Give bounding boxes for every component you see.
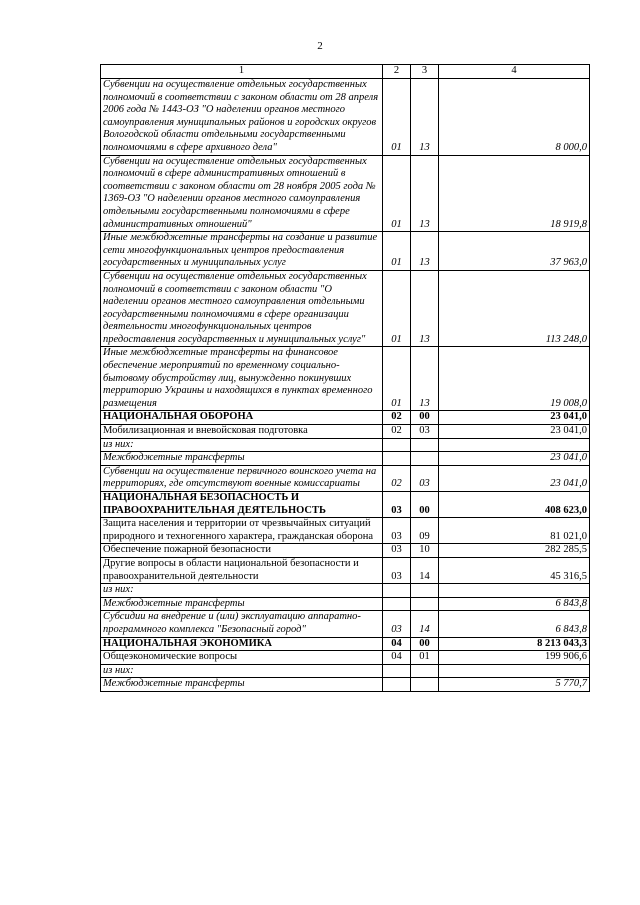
row-subsection-code: 01 [411, 651, 439, 665]
row-subsection-code: 09 [411, 518, 439, 544]
row-amount: 282 285,5 [439, 544, 590, 558]
table-row [101, 438, 590, 452]
row-amount: 113 248,0 [439, 270, 590, 347]
row-name-cell: Субвенции на осуществление отдельных государственных полномочий в сфере административных отношений в соответствии с законом области от 28 ноября 2005 года № 1369-ОЗ "О наделении органов местного самоуправления отдельными государственными полномочиями в сфере административных отношений" [101, 155, 383, 232]
row-name-cell: Обеспечение пожарной безопасности [101, 544, 383, 558]
budget-table [100, 64, 590, 692]
row-section-code: 04 [383, 637, 411, 651]
row-subsection-code: 00 [411, 411, 439, 425]
row-subsection-code: 03 [411, 425, 439, 439]
row-section-code: 02 [383, 411, 411, 425]
table-row [101, 637, 590, 651]
row-subsection-code [411, 678, 439, 692]
row-section-code [383, 584, 411, 598]
table-row [101, 465, 590, 491]
row-name-cell: Защита населения и территории от чрезвычайных ситуаций природного и техногенного характера, гражданская оборона [101, 518, 383, 544]
row-name-cell: НАЦИОНАЛЬНАЯ ЭКОНОМИКА [101, 637, 383, 651]
row-subsection-code: 00 [411, 492, 439, 518]
row-amount: 8 213 043,3 [439, 637, 590, 651]
row-name-cell: Иные межбюджетные трансферты на создание и развитие сети многофункциональных центров предоставления государственных и муниципальных услуг [101, 232, 383, 271]
row-amount: 6 843,8 [439, 611, 590, 637]
row-amount: 6 843,8 [439, 597, 590, 611]
row-section-code [383, 664, 411, 678]
row-name-cell: Субвенции на осуществление отдельных государственных полномочий в соответствии с законом области "О наделении органов местного самоуправления отдельными государственными полномочиями в сфере организации деятельности многофункциональных центров предоставления государственных и муниципальных услуг" [101, 270, 383, 347]
row-section-code [383, 678, 411, 692]
row-amount: 45 316,5 [439, 557, 590, 583]
row-amount: 23 041,0 [439, 465, 590, 491]
row-amount: 408 623,0 [439, 492, 590, 518]
row-subsection-code: 13 [411, 270, 439, 347]
row-section-code: 03 [383, 492, 411, 518]
row-subsection-code: 13 [411, 347, 439, 411]
table-row [101, 611, 590, 637]
row-section-code: 03 [383, 557, 411, 583]
table-row [101, 155, 590, 232]
row-section-code: 01 [383, 270, 411, 347]
row-amount: 37 963,0 [439, 232, 590, 271]
row-amount: 23 041,0 [439, 411, 590, 425]
row-amount [439, 664, 590, 678]
row-name-cell: Субвенции на осуществление отдельных государственных полномочий в соответствии с законом области от 28 апреля 2006 года № 1443-ОЗ "О наделении органов местного самоуправления муниципальных районов и городских округов Вологодской области отдельными государственными полномочиями в сфере архивного дела" [101, 79, 383, 156]
row-amount: 23 041,0 [439, 452, 590, 466]
header-row [101, 65, 590, 79]
table-row [101, 557, 590, 583]
row-amount: 199 906,6 [439, 651, 590, 665]
table-row [101, 584, 590, 598]
row-section-code: 03 [383, 611, 411, 637]
row-subsection-code: 13 [411, 155, 439, 232]
row-section-code: 03 [383, 518, 411, 544]
table-row [101, 347, 590, 411]
row-name-cell: Иные межбюджетные трансферты на финансовое обеспечение мероприятий по временному социально-бытовому обустройству лиц, вынужденно покинувших территорию Украины и находящихся в пунктах временного размещения [101, 347, 383, 411]
row-name-cell: Общеэкономические вопросы [101, 651, 383, 665]
row-section-code [383, 452, 411, 466]
row-name-cell: Субвенции на осуществление первичного воинского учета на территориях, где отсутствуют военные комиссариаты [101, 465, 383, 491]
row-subsection-code [411, 452, 439, 466]
row-name-cell: Межбюджетные трансферты [101, 597, 383, 611]
table-row [101, 597, 590, 611]
table-row [101, 651, 590, 665]
table-row [101, 270, 590, 347]
row-name-cell: из них: [101, 664, 383, 678]
table-row [101, 518, 590, 544]
table-row [101, 544, 590, 558]
row-section-code: 02 [383, 465, 411, 491]
row-subsection-code [411, 438, 439, 452]
row-subsection-code [411, 584, 439, 598]
row-subsection-code: 14 [411, 557, 439, 583]
table-row [101, 492, 590, 518]
row-name-cell: НАЦИОНАЛЬНАЯ БЕЗОПАСНОСТЬ И ПРАВООХРАНИТЕЛЬНАЯ ДЕЯТЕЛЬНОСТЬ [101, 492, 383, 518]
table-row [101, 232, 590, 271]
row-name-cell: Субсидии на внедрение и (или) эксплуатацию аппаратно-программного комплекса "Безопасный город" [101, 611, 383, 637]
row-name-cell: Межбюджетные трансферты [101, 678, 383, 692]
row-name-cell: Межбюджетные трансферты [101, 452, 383, 466]
row-name-cell: из них: [101, 438, 383, 452]
row-amount: 18 919,8 [439, 155, 590, 232]
row-subsection-code: 13 [411, 79, 439, 156]
row-section-code [383, 438, 411, 452]
table-row [101, 678, 590, 692]
row-section-code: 01 [383, 155, 411, 232]
page-number: 2 [317, 40, 323, 52]
row-amount: 23 041,0 [439, 425, 590, 439]
row-section-code: 03 [383, 544, 411, 558]
row-section-code: 01 [383, 232, 411, 271]
header-col-3: 3 [411, 65, 439, 79]
row-name-cell: Другие вопросы в области национальной безопасности и правоохранительной деятельности [101, 557, 383, 583]
row-amount [439, 438, 590, 452]
table-row [101, 425, 590, 439]
row-section-code: 02 [383, 425, 411, 439]
row-subsection-code: 10 [411, 544, 439, 558]
table-row [101, 79, 590, 156]
row-amount: 5 770,7 [439, 678, 590, 692]
row-section-code [383, 597, 411, 611]
row-amount: 8 000,0 [439, 79, 590, 156]
header-col-4: 4 [439, 65, 590, 79]
row-subsection-code [411, 597, 439, 611]
row-section-code: 01 [383, 347, 411, 411]
row-subsection-code: 00 [411, 637, 439, 651]
header-col-1: 1 [101, 65, 383, 79]
table-row [101, 452, 590, 466]
row-name-cell: НАЦИОНАЛЬНАЯ ОБОРОНА [101, 411, 383, 425]
row-subsection-code: 03 [411, 465, 439, 491]
table-row [101, 664, 590, 678]
row-name-cell: Мобилизационная и вневойсковая подготовка [101, 425, 383, 439]
row-subsection-code [411, 664, 439, 678]
row-amount: 81 021,0 [439, 518, 590, 544]
row-amount: 19 008,0 [439, 347, 590, 411]
row-subsection-code: 13 [411, 232, 439, 271]
row-subsection-code: 14 [411, 611, 439, 637]
table-row [101, 411, 590, 425]
header-col-2: 2 [383, 65, 411, 79]
row-name-cell: из них: [101, 584, 383, 598]
row-section-code: 01 [383, 79, 411, 156]
row-amount [439, 584, 590, 598]
row-section-code: 04 [383, 651, 411, 665]
